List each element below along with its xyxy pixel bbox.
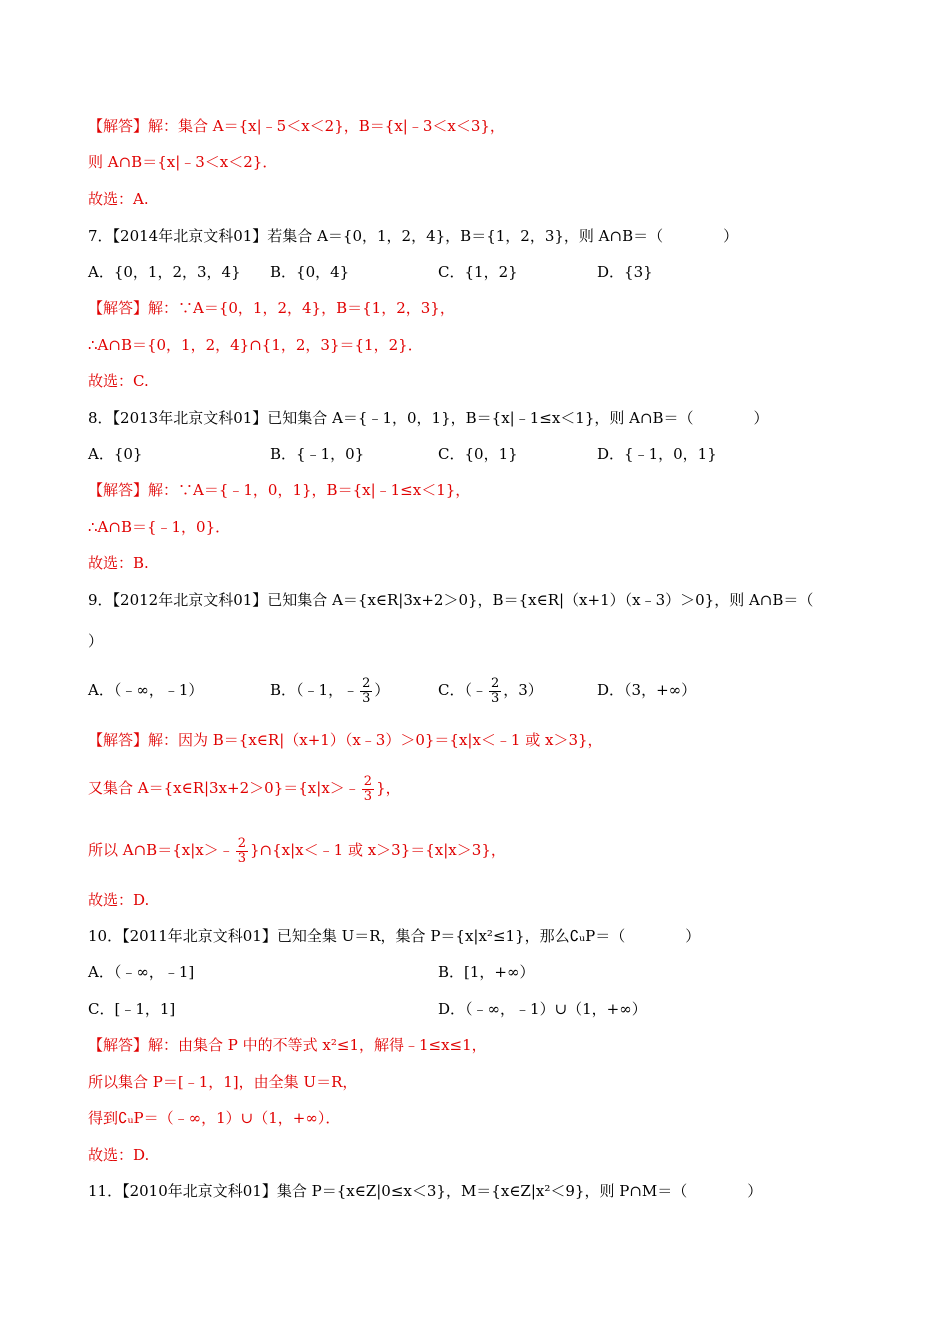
question-10-option-c: C．[﹣1，1]: [88, 1000, 176, 1018]
question-8-solution: 【解答】解：∵A＝{﹣1，0，1}，B＝{x|﹣1≤x＜1}，: [88, 481, 471, 499]
fraction-denominator: 3: [490, 690, 500, 706]
fraction-denominator: 3: [362, 690, 371, 706]
solution-text: }∩{x|x＜﹣1 或 x＞3}＝{x|x＞3}，: [250, 841, 506, 859]
option-text: B．（﹣1，﹣: [270, 681, 359, 699]
solution-text: 又集合 A＝{x∈R|3x+2＞0}＝{x|x＞﹣: [88, 779, 360, 797]
question-8-option-b: B．{﹣1，0}: [270, 445, 365, 463]
fraction: [360, 677, 372, 706]
question-10-option-d: D．（﹣∞，﹣1）∪（1，+∞）: [438, 1000, 647, 1018]
question-10-option-a: A．（﹣∞，﹣1]: [88, 963, 195, 981]
question-7-option-b: B．{0，4}: [270, 263, 350, 281]
question-8-answer: 故选：B.: [88, 554, 149, 572]
fraction-denominator: 3: [237, 850, 246, 866]
fraction: [236, 837, 248, 866]
question-7-solution: ∴A∩B＝{0，1，2，4}∩{1，2，3}＝{1，2}．: [88, 336, 423, 354]
question-10-solution: 所以集合 P＝[﹣1，1]，由全集 U＝R，: [88, 1073, 358, 1091]
question-8-solution: ∴A∩B＝{﹣1，0}．: [88, 518, 231, 536]
question-9-stem-end: ）: [88, 632, 104, 650]
fraction-numerator: 2: [237, 835, 246, 851]
question-9-solution: 【解答】解：因为 B＝{x∈R|（x+1）（x﹣3）＞0}＝{x|x＜﹣1 或 x＞3}，: [88, 731, 603, 749]
question-11-stem: 11．【2010年北京文科01】集合 P＝{x∈Z|0≤x＜3}，M＝{x∈Z|x²＜9}，则 P∩M＝（ ）: [88, 1182, 763, 1200]
solution-line: 则 A∩B＝{x|﹣3＜x＜2}．: [88, 153, 278, 171]
question-7-option-c: C．{1，2}: [438, 263, 518, 281]
question-8-option-a: A．{0}: [88, 445, 143, 463]
fraction: [489, 677, 501, 706]
question-9-stem: 9．【2012年北京文科01】已知集合 A＝{x∈R|3x+2＞0}，B＝{x∈R|（x+1）（x﹣3）＞0}，则 A∩B＝（: [88, 591, 814, 609]
question-10-solution: 【解答】解：由集合 P 中的不等式 x²≤1，解得﹣1≤x≤1，: [88, 1036, 487, 1054]
fraction-numerator: 2: [490, 675, 500, 691]
question-10-stem: 10．【2011年北京文科01】已知全集 U＝R，集合 P＝{x|x²≤1}，那么∁ᵤP＝（ ）: [88, 927, 701, 945]
question-9-option-a: A．（﹣∞，﹣1）: [88, 681, 204, 699]
option-text: ，3）: [503, 681, 543, 699]
fraction-numerator: 2: [362, 675, 371, 691]
question-9-solution: [88, 772, 401, 804]
option-text: C．（﹣: [438, 681, 487, 699]
solution-text: }，: [376, 779, 401, 797]
question-8-stem: 8．【2013年北京文科01】已知集合 A＝{﹣1，0，1}，B＝{x|﹣1≤x＜1}，则 A∩B＝（ ）: [88, 409, 769, 427]
question-8-option-d: D．{﹣1，0，1}: [597, 445, 717, 463]
solution-line: 【解答】解：集合 A＝{x|﹣5＜x＜2}，B＝{x|﹣3＜x＜3}，: [88, 117, 505, 135]
fraction: [362, 775, 374, 804]
question-7-solution: 【解答】解：∵A＝{0，1，2，4}，B＝{1，2，3}，: [88, 299, 455, 317]
question-7-stem: 7．【2014年北京文科01】若集合 A＝{0，1，2，4}，B＝{1，2，3}，则 A∩B＝（ ）: [88, 227, 739, 245]
question-9-option-b: [270, 674, 389, 706]
solution-line: 故选：A.: [88, 190, 149, 208]
question-9-solution: [88, 834, 506, 866]
question-10-answer: 故选：D.: [88, 1146, 150, 1164]
question-10-option-b: B．[1，+∞）: [438, 963, 535, 981]
question-9-answer: 故选：D.: [88, 891, 150, 909]
question-8-option-c: C．{0，1}: [438, 445, 518, 463]
fraction-numerator: 2: [363, 773, 373, 789]
question-10-solution: 得到∁ᵤP＝（﹣∞，1）∪（1，+∞）．: [88, 1109, 341, 1127]
solution-text: 所以 A∩B＝{x|x＞﹣: [88, 841, 234, 859]
question-7-answer: 故选：C.: [88, 372, 149, 390]
question-9-option-d: D．（3，+∞）: [597, 681, 697, 699]
question-9-option-c: [438, 674, 543, 706]
question-7-option-a: A．{0，1，2，3，4}: [88, 263, 241, 281]
question-7-option-d: D．{3}: [597, 263, 653, 281]
option-text: ）: [374, 681, 390, 699]
fraction-denominator: 3: [363, 788, 373, 804]
